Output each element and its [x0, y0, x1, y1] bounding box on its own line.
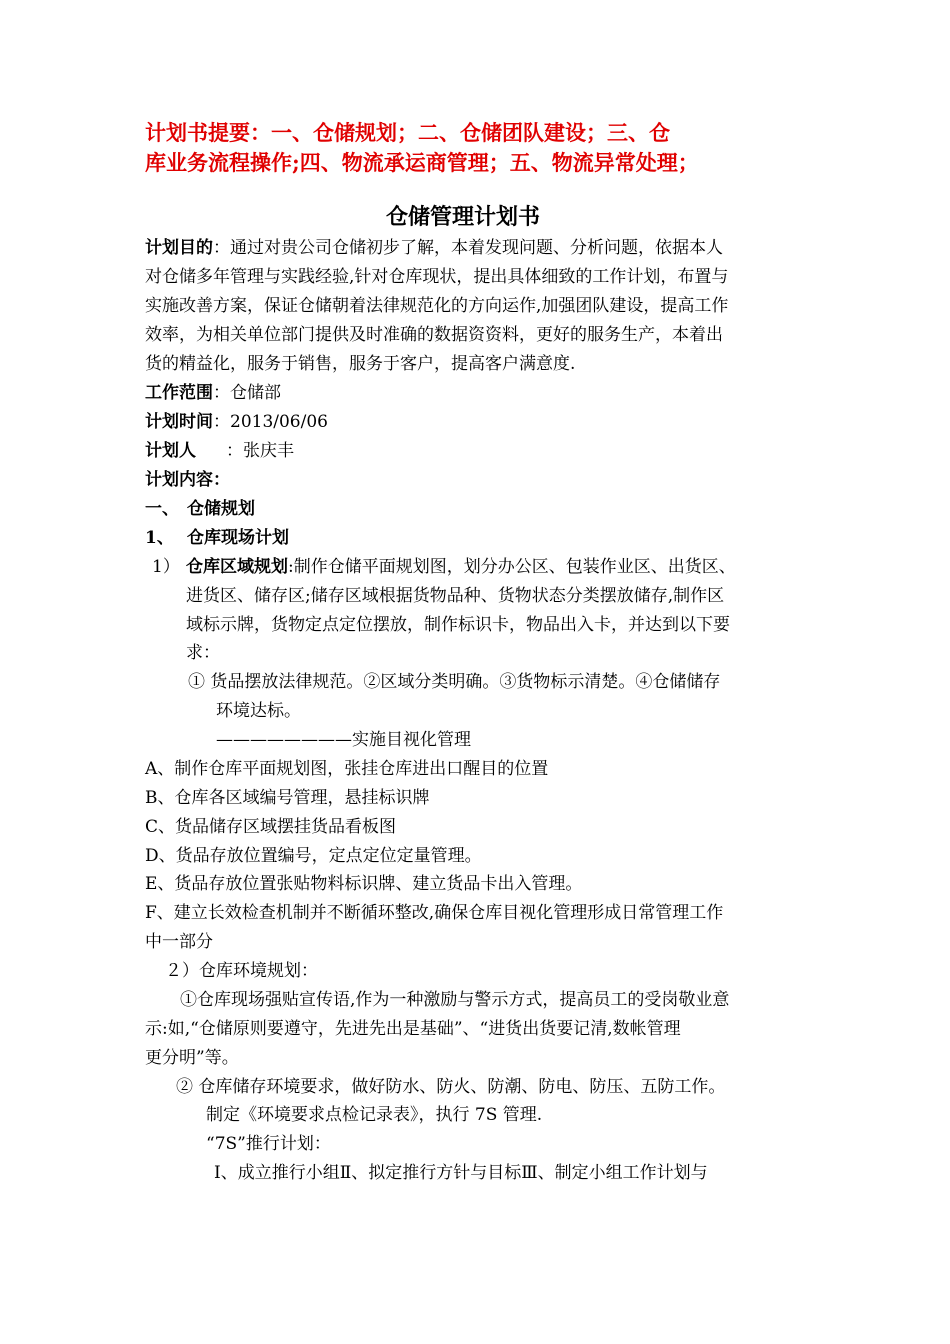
purpose-line-2: 对仓储多年管理与实践经验,针对仓库现状，提出具体细致的工作计划，布置与 [145, 267, 729, 287]
purpose-line-1: 计划目的：通过对贵公司仓储初步了解，本着发现问题、分析问题，依据本人 [145, 238, 723, 258]
time-value: ：2013/06/06 [213, 412, 328, 432]
action-item-e: E、货品存放位置张贴物料标识牌、建立货品卡出入管理。 [145, 874, 583, 894]
subsection-heading-1: 1、 仓库现场计划 [145, 528, 289, 548]
item2-p1-line-1: ①仓库现场强贴宣传语,作为一种激励与警示方式，提高员工的受岗敬业意 [180, 990, 730, 1010]
time-line [145, 410, 328, 434]
item1-label: 仓库区域规划 [186, 557, 288, 577]
summary-line-1: 计划书提要：一、仓储规划；二、仓储团队建设；三、仓 [145, 120, 670, 145]
scope-value: ：仓储部 [213, 383, 281, 403]
action-item-a: A、制作仓库平面规划图，张挂仓库进出口醒目的位置 [145, 759, 549, 779]
purpose-line-3: 实施改善方案，保证仓储朝着法律规范化的方向运作,加强团队建设，提高工作 [145, 296, 729, 316]
purpose-line-4: 效率，为相关单位部门提供及时准确的数据资资料，更好的服务生产，本着出 [145, 325, 723, 345]
item2-p2-line-1: ② 仓库储存环境要求，做好防水、防火、防潮、防电、防压、五防工作。 [176, 1077, 726, 1097]
section-heading-1: 一、 仓储规划 [145, 499, 255, 519]
item1-line-3: 域标示牌，货物定点定位摆放，制作标识卡，物品出入卡，并达到以下要 [186, 615, 730, 635]
seven-s-plan-heading: “7S”推行计划： [206, 1134, 331, 1154]
seven-s-plan-steps: Ⅰ、成立推行小组Ⅱ、拟定推行方针与目标Ⅲ、制定小组工作计划与 [214, 1163, 708, 1183]
purpose-line-5: 货的精益化，服务于销售，服务于客户，提高客户满意度. [145, 354, 576, 374]
person-line [145, 439, 294, 463]
item1-line-4: 求： [186, 643, 220, 663]
requirement-line-2: 环境达标。 [216, 701, 301, 721]
scope-line [145, 381, 281, 405]
person-label: 计划人 [145, 441, 196, 461]
person-value: ：张庆丰 [226, 441, 294, 461]
item2-p1-line-2: 示:如,“仓储原则要遵守，先进先出是基础”、“进货出货要记清,数帐管理 [145, 1019, 681, 1039]
item2-p1-line-3: 更分明”等。 [145, 1048, 239, 1068]
scope-label: 工作范围 [145, 383, 213, 403]
summary-line-2: 库业务流程操作;四、物流承运商管理；五、物流异常处理； [145, 150, 699, 175]
item2-p2-line-2: 制定《环境要求点检记录表》，执行 7S 管理. [206, 1105, 543, 1125]
content-label: 计划内容： [145, 470, 230, 490]
purpose-label: 计划目的 [145, 238, 213, 258]
action-item-f-cont: 中一部分 [145, 932, 213, 952]
item1-line-1: 1） 仓库区域规划:制作仓储平面规划图，划分办公区、包装作业区、出货区、 [152, 557, 736, 577]
time-label: 计划时间 [145, 412, 213, 432]
action-item-c: C、货品储存区域摆挂货品看板图 [145, 817, 397, 837]
visual-management-line: ————————实施目视化管理 [216, 730, 471, 750]
action-item-b: B、仓库各区域编号管理，悬挂标识牌 [145, 788, 430, 808]
item2-heading: ２）仓库环境规划： [165, 961, 318, 981]
item1-line-2: 进货区、储存区;储存区域根据货物品种、货物状态分类摆放储存,制作区 [186, 586, 725, 606]
action-item-d: D、货品存放位置编号，定点定位定量管理。 [145, 846, 482, 866]
requirement-line-1: ① 货品摆放法律规范。②区域分类明确。③货物标示清楚。④仓储储存 [188, 672, 721, 692]
document-title: 仓储管理计划书 [386, 204, 541, 230]
action-item-f: F、建立长效检查机制并不断循环整改,确保仓库目视化管理形成日常管理工作 [145, 903, 724, 923]
